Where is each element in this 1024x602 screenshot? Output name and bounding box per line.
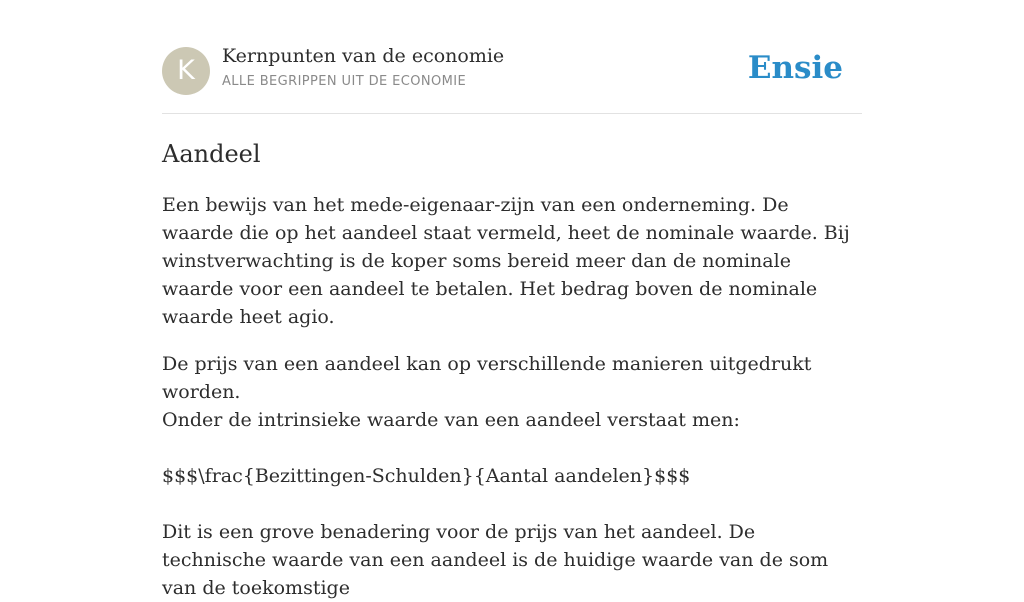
blank-line <box>162 437 168 459</box>
paragraph-price-line-2: Onder de intrinsieke waarde van een aandeel verstaat men: <box>162 409 740 431</box>
paragraph-price <box>162 350 852 602</box>
page <box>162 0 862 602</box>
article-title: Aandeel <box>162 140 261 168</box>
site-avatar[interactable]: K <box>162 47 210 95</box>
paragraph-technical-value: Dit is een grove benadering voor de prijs van het aandeel. De technische waarde van een aandeel is de huidige waarde van de som van de toekomstige <box>162 521 829 599</box>
formula-text: $$$\frac{Bezittingen-Schulden}{Aantal aandelen}$$$ <box>162 465 691 487</box>
blank-line <box>162 493 168 515</box>
site-title[interactable]: Kernpunten van de economie <box>222 45 505 67</box>
ensie-logo-link[interactable]: Ensie <box>747 50 843 86</box>
site-subtitle: ALLE BEGRIPPEN UIT DE ECONOMIE <box>222 74 467 89</box>
article-body <box>162 191 852 602</box>
site-header <box>162 0 862 114</box>
paragraph-definition: Een bewijs van het mede-eigenaar-zijn van een onderneming. De waarde die op het aandeel staat vermeld, heet de nominale waarde. Bij winstverwachting is de koper soms bereid meer dan de nominale waarde voor een aandeel te betalen. Het bedrag boven de nominale waarde heet agio. <box>162 194 850 328</box>
paragraph-price-line-1: De prijs van een aandeel kan op verschillende manieren uitgedrukt worden. <box>162 353 812 403</box>
